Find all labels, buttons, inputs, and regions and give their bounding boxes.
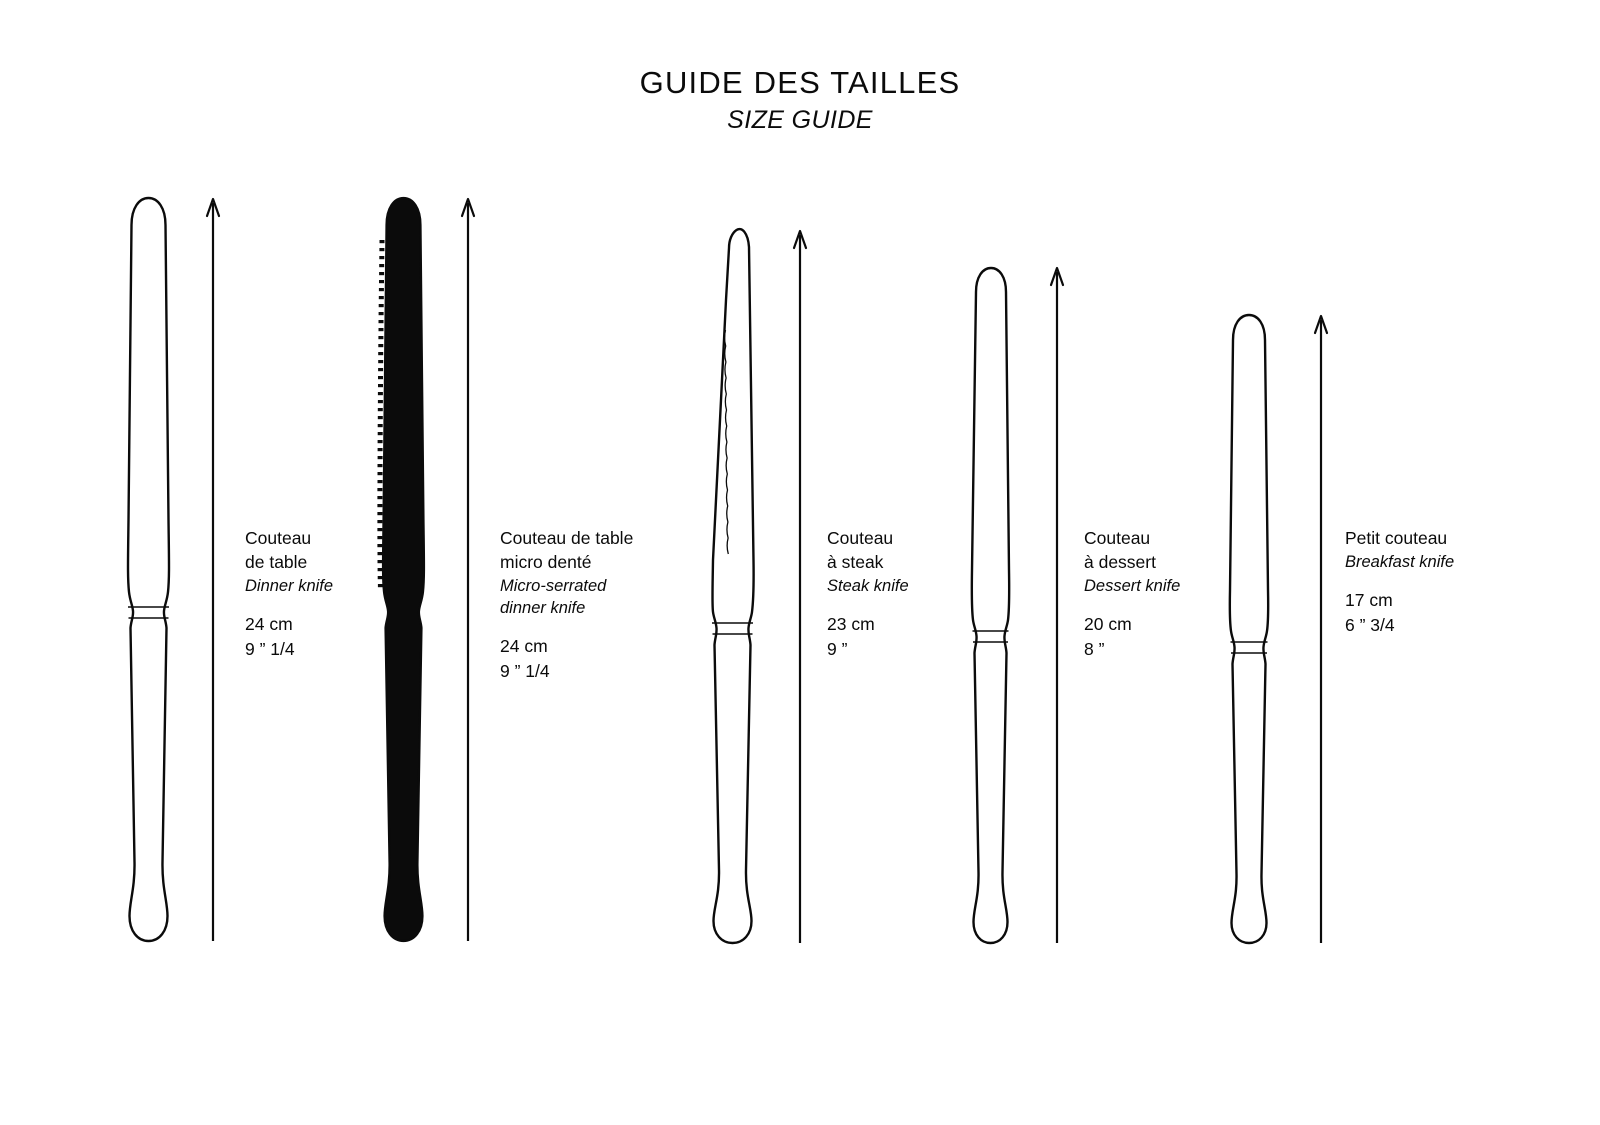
caption-dinner-knife — [245, 527, 333, 662]
label-en-line2: dinner knife — [500, 599, 586, 618]
page-title: GUIDE DES TAILLES — [639, 65, 961, 100]
caption-steak-knife — [827, 527, 909, 662]
size-in: 9 ” — [827, 638, 848, 659]
size-cm: 24 cm — [245, 614, 293, 635]
label-fr-line2: micro denté — [500, 551, 592, 572]
knife-group-breakfast-knife — [1195, 0, 1525, 1125]
caption-micro-serrated-dinner-knife — [500, 527, 633, 684]
label-fr-line2: à dessert — [1084, 551, 1156, 572]
size-in: 9 ” 1/4 — [245, 638, 295, 659]
label-fr-line1: Couteau — [827, 528, 894, 548]
caption-breakfast-knife — [1345, 527, 1454, 638]
label-en: Dinner knife — [245, 576, 334, 595]
size-cm: 24 cm — [500, 636, 548, 657]
size-in: 6 ” 3/4 — [1345, 615, 1395, 636]
label-en: Breakfast knife — [1345, 552, 1455, 571]
label-fr-line2: de table — [245, 551, 308, 572]
size-cm: 23 cm — [827, 614, 875, 635]
label-en-line1: Micro-serrated — [500, 576, 607, 595]
label-en: Steak knife — [827, 576, 909, 595]
label-fr-line1: Couteau de table — [500, 528, 634, 548]
caption-dessert-knife — [1084, 527, 1180, 662]
size-in: 9 ” 1/4 — [500, 661, 550, 682]
page-subtitle: SIZE GUIDE — [727, 105, 873, 134]
label-fr-line1: Couteau — [245, 528, 312, 548]
label-en: Dessert knife — [1084, 576, 1181, 595]
serration-edge — [725, 330, 729, 554]
label-fr-line1: Petit couteau — [1345, 528, 1448, 548]
size-cm: 17 cm — [1345, 590, 1393, 611]
size-cm: 20 cm — [1084, 614, 1132, 635]
label-fr-line2: à steak — [827, 551, 884, 572]
size-in: 8 ” — [1084, 638, 1105, 659]
label-fr-line1: Couteau — [1084, 528, 1151, 548]
knife-group-micro-serrated-dinner-knife — [350, 0, 690, 1125]
